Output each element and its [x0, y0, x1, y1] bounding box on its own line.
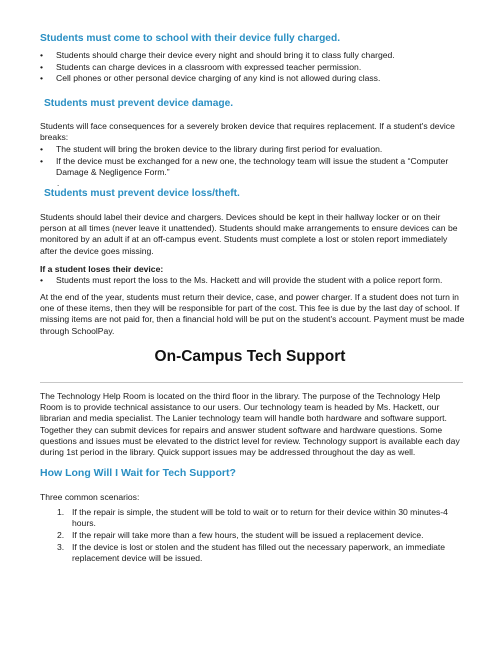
list-item: • If the device must be exchanged for a new one, the technology team will issue the student a “Computer Damage & Negligence Form.”: [40, 155, 449, 177]
item-number: 3.: [57, 541, 65, 552]
loss-subheading: If a student loses their device:: [40, 264, 164, 274]
list-item: • Students can charge devices in a classroom with expressed teacher permission.: [40, 61, 362, 72]
wait-heading: How Long Will I Wait for Tech Support?: [40, 467, 236, 479]
bullet-icon: •: [40, 61, 44, 72]
damage-intro: Students will face consequences for a severely broken device that requires replacement. If a student's device breaks:: [40, 121, 455, 143]
item-number: 2.: [57, 530, 65, 540]
tech-support-title: On-Campus Tech Support: [154, 348, 346, 365]
charge-list: [40, 50, 465, 85]
bullet-icon: •: [40, 275, 44, 285]
charge-heading: Students must come to school with their device fully charged.: [40, 33, 341, 44]
bullet-icon: •: [40, 155, 44, 166]
damage-heading: Students must prevent device damage.: [44, 98, 234, 109]
bullet-icon: •: [40, 144, 44, 154]
bullet-icon: •: [40, 50, 44, 60]
loss-intro: Students should label their device and chargers. Devices should be kept in their hallway locker or on their person at all times (never leave it unattended). Students should make arrangements to ensure devices can be monitored by an adult if at an off-campus event. Students must complete a lost or stolen report immediately after the device goes missing.: [40, 212, 458, 256]
list-item: 3. If the device is lost or stolen and the student has filled out the necessary paperwork, an immediate replacement device will be issued.: [57, 541, 446, 563]
stray-mark: .: [57, 179, 60, 188]
divider: [40, 382, 463, 383]
loss-list: [40, 275, 465, 287]
list-item: • The student will bring the broken device to the library during first period for evaluation.: [40, 144, 383, 154]
wait-intro: Three common scenarios:: [40, 492, 140, 502]
item-number: 1.: [57, 507, 65, 517]
list-item: 1. If the repair is simple, the student will be told to wait or to return for their device within 30 minutes-4 hours.: [57, 507, 448, 529]
loss-heading: Students must prevent device loss/theft.: [44, 188, 240, 199]
list-item: • Students must report the loss to the Ms. Hackett and will provide the student with a police report form.: [40, 275, 443, 285]
bullet-icon: •: [40, 73, 44, 84]
list-item: • Students should charge their device every night and should bring it to class fully charged.: [40, 50, 395, 60]
list-item: 2. If the repair will take more than a few hours, the student will be issued a replacement device.: [57, 530, 424, 540]
tech-support-body: The Technology Help Room is located on the third floor in the library. The purpose of the Technology Help Room is to provide technical assistance to our users. Our technology team is headed by Ms. Hackett, our librarian and media specialist. The Lanier technology team will handle both hardware and software support. Together they can submit devices for repairs and answer student software and hardware questions. Some questions and issues must be elevated to the district level for review. Technology support is available each day during 1st period in the library. Quick support issues may be addressed throughout the day as well.: [40, 391, 460, 458]
list-item: • Cell phones or other personal device charging of any kind is not allowed during class.: [40, 73, 381, 84]
damage-list: [40, 144, 465, 178]
loss-closing: At the end of the year, students must return their device, case, and power charger. If a student does not turn in one of these items, then they will be responsible for part of the cost. This fee is due by the last day of school. If missing items are not paid for, then a financial hold will be put on the student's account. Payment must be made through SchoolPay.: [40, 292, 465, 336]
wait-list: [57, 507, 462, 565]
